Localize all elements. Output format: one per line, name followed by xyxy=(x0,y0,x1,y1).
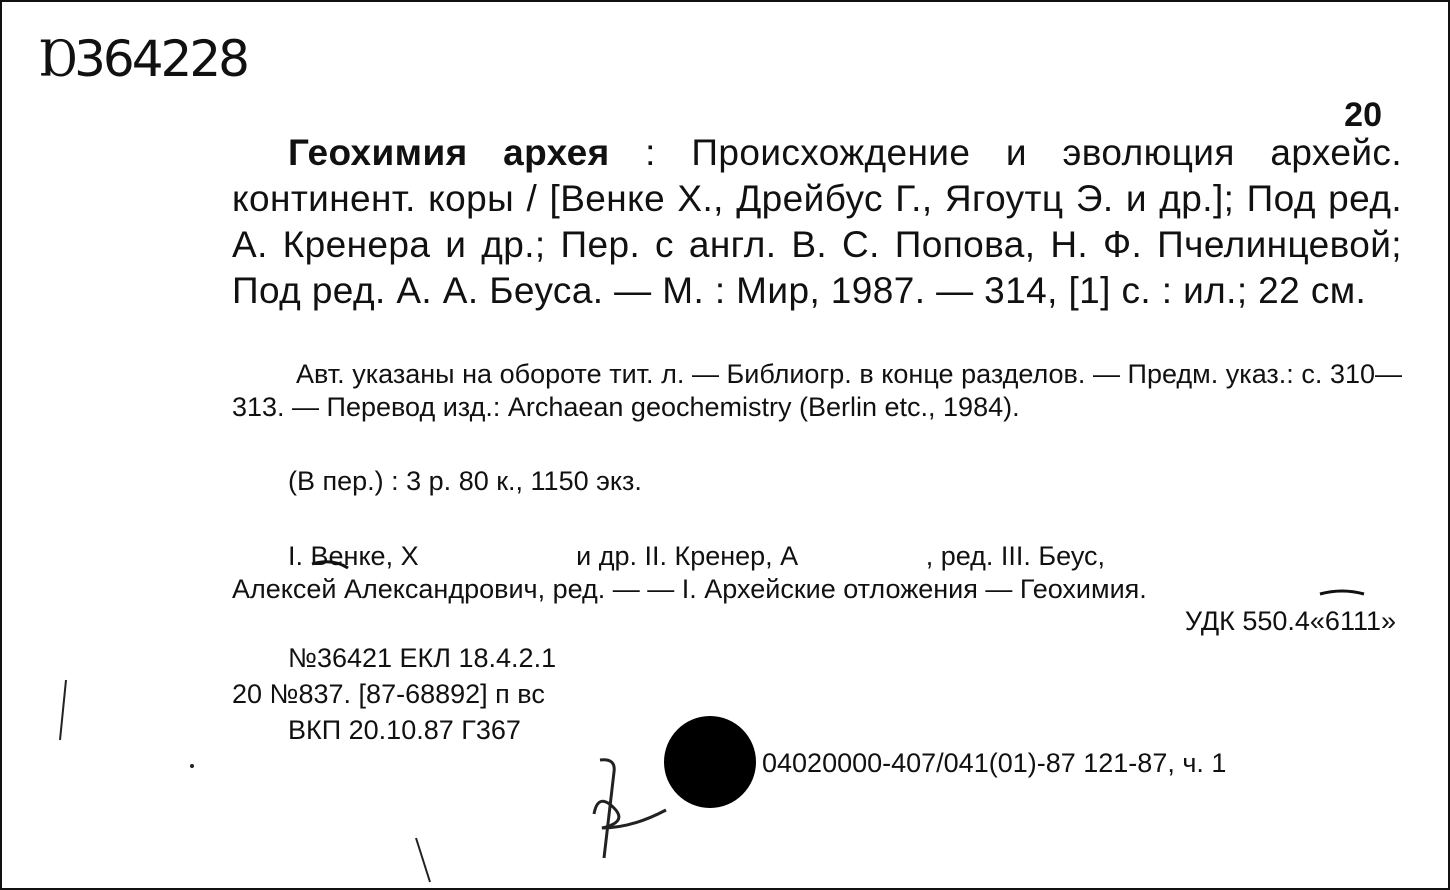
handwritten-marks xyxy=(2,2,1448,888)
handwritten-number: 364228 xyxy=(74,30,247,88)
handwritten-scribble xyxy=(594,801,666,828)
handwritten-seven xyxy=(600,760,614,858)
notes-paragraph: Авт. указаны на обороте тит. л. — Библиогр. в конце разделов. — Предм. указ.: с. 310—313. — Перевод изд.: Archaean geochemistry (Berlin etc., 1984). xyxy=(232,359,1402,422)
corner-number: 20 xyxy=(1344,96,1382,134)
ink-dot xyxy=(190,764,194,768)
meta-line-3: ВКП 20.10.87 Г367 xyxy=(288,715,521,745)
underline-mark-2 xyxy=(1320,591,1364,594)
tracing-line-1: I. Венке, Х и др. II. Кренер, А , ред. III. Беус, xyxy=(288,541,1106,571)
meta-line-1: №36421 ЕКЛ 18.4.2.1 xyxy=(288,643,557,673)
pencil-stroke-left xyxy=(60,680,66,740)
underline-mark-1 xyxy=(312,562,348,568)
handwritten-d-mark: Ɒ xyxy=(38,30,75,88)
meta-line-2: 20 №837. [87-68892] п вс xyxy=(232,679,545,709)
bibliographic-description: : Происхождение и эволюция архейс. континент. коры / [Венке Х., Дрейбус Г., Ягоутц Э. и др.]; Под ред. А. Кренера и др.; Пер. с англ. В. С. Попова, Н. Ф. Пчелинцевой; Под ред. А. А. Беуса. — М. : Мир, 1987. — 314, [1] с. : ил.; 22 см. xyxy=(232,132,1403,311)
book-title: Геохимия архея xyxy=(288,132,610,173)
udk-classification: УДК 550.4«6111» xyxy=(1184,606,1396,636)
tracing-line-2: Алексей Александрович, ред. — — I. Архейские отложения — Геохимия. xyxy=(232,574,1147,604)
isbn-line: 04020000-407/041(01)-87 121-87, ч. 1 xyxy=(762,748,1227,778)
pencil-stroke-bottom xyxy=(416,838,430,882)
price-line: (В пер.) : 3 р. 80 к., 1150 экз. xyxy=(288,466,642,496)
